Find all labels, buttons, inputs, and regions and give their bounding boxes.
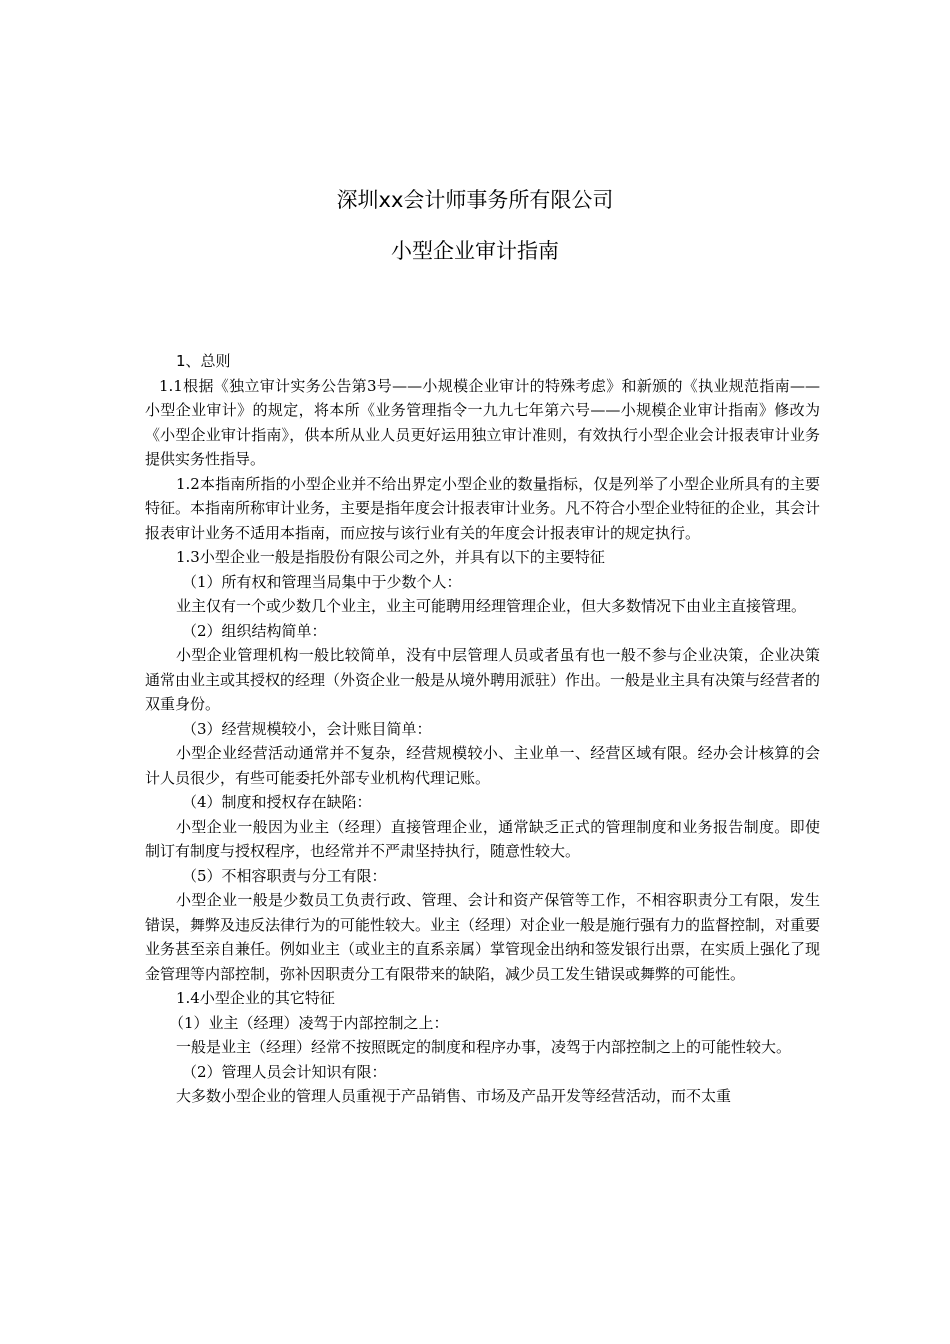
sub-heading: （4）制度和授权存在缺陷： [182,793,372,811]
sub-heading: （2）管理人员会计知识有限： [182,1062,387,1081]
document-body [145,349,820,1109]
paragraph: 1.4小型企业的其它特征 [176,989,335,1007]
paragraph: 小型企业一般因为业主（经理）直接管理企业，通常缺乏正式的管理制度和业务报告制度。即使制订有制度与授权程序，也经常并不严肃坚持执行，随意性较大。 [145,817,820,860]
paragraph: 业主仅有一个或少数几个业主，业主可能聘用经理管理企业，但大多数情况下由业主直接管理。 [176,597,807,615]
section-heading: 1、总则 [176,352,231,370]
paragraph: 1.2本指南所指的小型企业并不给出界定小型企业的数量指标，仅是列举了小型企业所具有的主要特征。本指南所称审计业务，主要是指年度会计报表审计业务。凡不符合小型企业特征的企业，其会计报表审计业务不适用本指南，而应按与该行业有关的年度会计报表审计的规定执行。 [145,474,821,542]
company-title: 深圳xx会计师事务所有限公司 [336,188,614,212]
paragraph: 1.1根据《独立审计实务公告第3号——小规模企业审计的特殊考虑》和新颁的《执业规范指南——小型企业审计》的规定，将本所《业务管理指令一九九七年第六号——小规模企业审计指南》修改为《小型企业审计指南》，供本所从业人员更好运用独立审计准则，有效执行小型企业会计报表审计业务提供实务性指导。 [145,376,820,468]
sub-heading: （1）所有权和管理当局集中于少数个人： [182,572,462,591]
paragraph: 大多数小型企业的管理人员重视于产品销售、市场及产品开发等经营活动，而不太重 [176,1087,732,1105]
sub-heading: （3）经营规模较小，会计账目简单： [182,719,432,738]
paragraph: 小型企业一般是少数员工负责行政、管理、会计和资产保管等工作，不相容职责分工有限，发生错误，舞弊及违反法律行为的可能性较大。业主（经理）对企业一般是施行强有力的监督控制，对重要业务甚至亲自兼任。例如业主（或业主的直系亲属）掌管现金出纳和签发银行出票，在实质上强化了现金管理等内部控制，弥补因职责分工有限带来的缺陷，减少员工发生错误或舞弊的可能性。 [145,891,821,983]
document-title: 小型企业审计指南 [391,239,559,263]
sub-heading: （1）业主（经理）凌驾于内部控制之上： [169,1013,449,1032]
paragraph: 1.3小型企业一般是指股份有限公司之外，并具有以下的主要特征 [176,548,605,566]
paragraph: 小型企业经营活动通常并不复杂，经营规模较小、主业单一、经营区域有限。经办会计核算的会计人员很少，有些可能委托外部专业机构代理记账。 [145,744,820,787]
paragraph: 小型企业管理机构一般比较简单，没有中层管理人员或者虽有也一般不参与企业决策，企业决策通常由业主或其授权的经理（外资企业一般是从境外聘用派驻）作出。一般是业主具有决策与经营者的双重身份。 [145,646,821,713]
paragraph: 一般是业主（经理）经常不按照既定的制度和程序办事，凌驾于内部控制之上的可能性较大。 [176,1038,792,1056]
sub-heading: （5）不相容职责与分工有限： [182,866,387,885]
sub-heading: （2）组织结构简单： [182,621,327,640]
